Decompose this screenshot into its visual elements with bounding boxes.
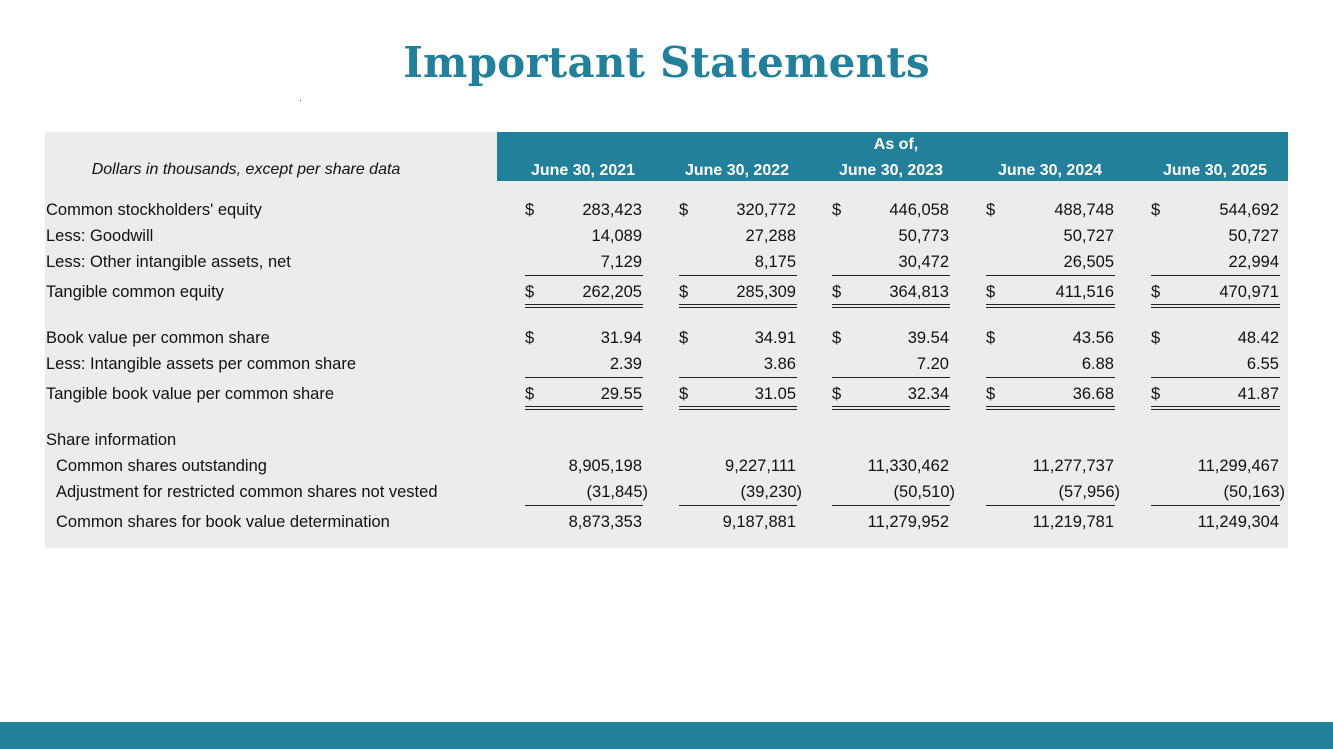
total-double-rule bbox=[986, 406, 1115, 410]
table-caption: Dollars in thousands, except per share data bbox=[91, 161, 401, 178]
cell-value: 7.20 bbox=[916, 355, 949, 373]
cell-value: 488,748 bbox=[1054, 201, 1114, 219]
subtotal-rule bbox=[986, 377, 1115, 378]
subtotal-rule bbox=[679, 505, 797, 506]
total-double-rule bbox=[832, 406, 950, 410]
table-row bbox=[0, 253, 1333, 275]
cell-value: 29.55 bbox=[600, 385, 642, 403]
subtotal-rule bbox=[832, 377, 950, 378]
table-row bbox=[0, 227, 1333, 249]
cell-value: 7,129 bbox=[600, 253, 642, 271]
column-header: June 30, 2023 bbox=[838, 162, 944, 179]
cell-value: 6.55 bbox=[1246, 355, 1279, 373]
subtotal-rule bbox=[679, 275, 797, 276]
subtotal-rule bbox=[525, 377, 643, 378]
table-row bbox=[0, 355, 1333, 377]
subtotal-rule bbox=[1151, 275, 1280, 276]
footer-bar bbox=[0, 722, 1333, 749]
total-double-rule bbox=[1151, 304, 1280, 308]
dollar-sign: $ bbox=[986, 385, 996, 403]
dollar-sign: $ bbox=[986, 201, 996, 219]
row-label: Less: Intangible assets per common share bbox=[46, 355, 356, 373]
dollar-sign: $ bbox=[1151, 201, 1161, 219]
cell-value: 262,205 bbox=[582, 283, 642, 301]
dollar-sign: $ bbox=[525, 329, 535, 347]
subtotal-rule bbox=[1151, 505, 1280, 506]
column-header: June 30, 2022 bbox=[684, 162, 790, 179]
cell-value: 31.94 bbox=[600, 329, 642, 347]
dollar-sign: $ bbox=[832, 201, 842, 219]
cell-value: 39.54 bbox=[907, 329, 949, 347]
dollar-sign: $ bbox=[986, 283, 996, 301]
cell-value: 41.87 bbox=[1237, 385, 1279, 403]
cell-value: 32.34 bbox=[907, 385, 949, 403]
row-label: Less: Goodwill bbox=[46, 227, 154, 245]
table-row bbox=[0, 329, 1333, 351]
row-label: Common stockholders' equity bbox=[46, 201, 262, 219]
cell-value: 30,472 bbox=[898, 253, 949, 271]
cell-value: 285,309 bbox=[736, 283, 796, 301]
dollar-sign: $ bbox=[1151, 283, 1161, 301]
cell-value: (57,956) bbox=[1058, 483, 1120, 501]
subtotal-rule bbox=[679, 377, 797, 378]
cell-value: 364,813 bbox=[889, 283, 949, 301]
dollar-sign: $ bbox=[679, 283, 689, 301]
cell-value: 9,187,881 bbox=[722, 513, 796, 531]
subtotal-rule bbox=[986, 505, 1115, 506]
cell-value: 43.56 bbox=[1072, 329, 1114, 347]
total-double-rule bbox=[679, 406, 797, 410]
cell-value: 8,905,198 bbox=[568, 457, 642, 475]
dollar-sign: $ bbox=[525, 283, 535, 301]
cell-value: 11,249,304 bbox=[1197, 513, 1279, 531]
column-header: June 30, 2021 bbox=[530, 162, 636, 179]
cell-value: 50,727 bbox=[1063, 227, 1114, 245]
cell-value: 470,971 bbox=[1219, 283, 1279, 301]
subtotal-rule bbox=[1151, 377, 1280, 378]
cell-value: 6.88 bbox=[1081, 355, 1114, 373]
cell-value: 11,279,952 bbox=[867, 513, 949, 531]
cell-value: 11,277,737 bbox=[1032, 457, 1114, 475]
cell-value: 411,516 bbox=[1055, 283, 1114, 301]
cell-value: 14,089 bbox=[591, 227, 642, 245]
dollar-sign: $ bbox=[986, 329, 996, 347]
total-double-rule bbox=[1151, 406, 1280, 410]
stray-dot bbox=[300, 100, 301, 101]
cell-value: (50,163) bbox=[1223, 483, 1285, 501]
dollar-sign: $ bbox=[679, 201, 689, 219]
dollar-sign: $ bbox=[1151, 385, 1161, 403]
row-label: Common shares for book value determination bbox=[56, 513, 390, 531]
cell-value: 31.05 bbox=[754, 385, 796, 403]
table-row bbox=[0, 283, 1333, 305]
dollar-sign: $ bbox=[832, 283, 842, 301]
row-label: Book value per common share bbox=[46, 329, 270, 347]
as-of-label: As of, bbox=[873, 136, 919, 153]
section-heading: Share information bbox=[46, 431, 177, 449]
cell-value: 320,772 bbox=[736, 201, 796, 219]
cell-value: 11,299,467 bbox=[1197, 457, 1279, 475]
column-header: June 30, 2025 bbox=[1162, 162, 1268, 179]
cell-value: 2.39 bbox=[609, 355, 642, 373]
total-double-rule bbox=[525, 304, 643, 308]
cell-value: (50,510) bbox=[893, 483, 955, 501]
cell-value: 8,873,353 bbox=[568, 513, 642, 531]
table-row bbox=[0, 457, 1333, 479]
total-double-rule bbox=[679, 304, 797, 308]
section-heading-row bbox=[0, 431, 1333, 453]
subtotal-rule bbox=[832, 505, 950, 506]
column-header: June 30, 2024 bbox=[997, 162, 1103, 179]
cell-value: 3.86 bbox=[763, 355, 796, 373]
dollar-sign: $ bbox=[832, 385, 842, 403]
row-label: Less: Other intangible assets, net bbox=[46, 253, 291, 271]
cell-value: 544,692 bbox=[1219, 201, 1279, 219]
subtotal-rule bbox=[525, 275, 643, 276]
subtotal-rule bbox=[525, 505, 643, 506]
cell-value: 11,330,462 bbox=[867, 457, 949, 475]
row-label: Adjustment for restricted common shares not vested bbox=[56, 483, 438, 501]
table-header bbox=[497, 132, 1288, 181]
page-title: Important Statements bbox=[403, 38, 930, 87]
table-row bbox=[0, 483, 1333, 505]
subtotal-rule bbox=[986, 275, 1115, 276]
cell-value: 8,175 bbox=[754, 253, 796, 271]
cell-value: 11,219,781 bbox=[1032, 513, 1114, 531]
row-label: Tangible book value per common share bbox=[46, 385, 335, 403]
dollar-sign: $ bbox=[1151, 329, 1161, 347]
cell-value: 36.68 bbox=[1072, 385, 1114, 403]
dollar-sign: $ bbox=[525, 201, 535, 219]
table-row bbox=[0, 201, 1333, 223]
dollar-sign: $ bbox=[679, 385, 689, 403]
cell-value: 34.91 bbox=[754, 329, 796, 347]
total-double-rule bbox=[832, 304, 950, 308]
cell-value: 9,227,111 bbox=[725, 457, 796, 475]
subtotal-rule bbox=[832, 275, 950, 276]
cell-value: 283,423 bbox=[582, 201, 642, 219]
cell-value: 26,505 bbox=[1063, 253, 1114, 271]
cell-value: 22,994 bbox=[1228, 253, 1279, 271]
table-row bbox=[0, 385, 1333, 407]
table-row bbox=[0, 513, 1333, 535]
cell-value: 27,288 bbox=[745, 227, 796, 245]
row-label: Tangible common equity bbox=[46, 283, 224, 301]
dollar-sign: $ bbox=[832, 329, 842, 347]
cell-value: (39,230) bbox=[740, 483, 802, 501]
total-double-rule bbox=[525, 406, 643, 410]
cell-value: 50,727 bbox=[1228, 227, 1279, 245]
cell-value: 446,058 bbox=[889, 201, 949, 219]
total-double-rule bbox=[986, 304, 1115, 308]
row-label: Common shares outstanding bbox=[56, 457, 267, 475]
cell-value: 48.42 bbox=[1237, 329, 1279, 347]
cell-value: 50,773 bbox=[898, 227, 949, 245]
cell-value: (31,845) bbox=[586, 483, 648, 501]
dollar-sign: $ bbox=[679, 329, 689, 347]
dollar-sign: $ bbox=[525, 385, 535, 403]
